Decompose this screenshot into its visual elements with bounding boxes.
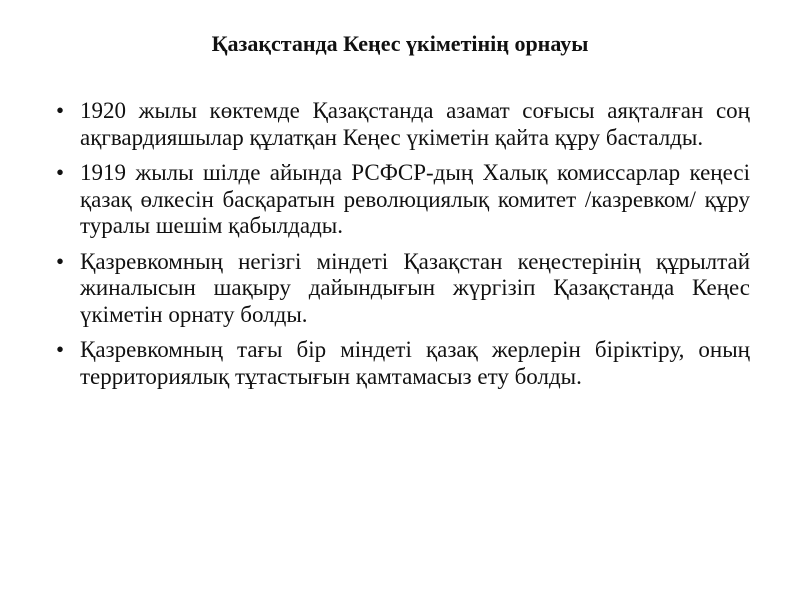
slide-title: Қазақстанда Кеңес үкіметінің орнауы (211, 31, 589, 56)
bullet-marker: • (56, 248, 65, 274)
bullet-text: 1919 жылы шілде айында РСФСР-дың Халық комиссарлар кеңесі қазақ өлкесін басқаратын революциялық комитет /казревком/ құру туралы шешім қабылдады. (80, 160, 750, 238)
bullet-marker: • (56, 337, 65, 362)
bullet-marker: • (56, 98, 65, 123)
bullet-text: 1920 жылы көктемде Қазақстанда азамат соғысы аяқталған соң ақгвардияшылар құлатқан Кеңес үкіметін қайта құру басталды. (80, 98, 750, 150)
bullet-text: Қазревкомның тағы бір міндеті қазақ жерлерін біріктіру, оның территориялық тұтастығын қамтамасыз ету болды. (80, 337, 750, 389)
bullet-item-1 (56, 98, 750, 151)
bullet-item-2 (56, 160, 750, 240)
bullet-item-3 (56, 248, 750, 329)
bullet-item-4 (56, 337, 750, 390)
bullet-marker: • (56, 160, 65, 185)
bullet-text: Қазревкомның негізгі міндеті Қазақстан кеңестерінің құрылтай жиналысын шақыру дайындығын жүргізіп Қазақстанда Кеңес үкіметін орнату болды. (80, 248, 750, 327)
bullet-list (56, 98, 750, 399)
